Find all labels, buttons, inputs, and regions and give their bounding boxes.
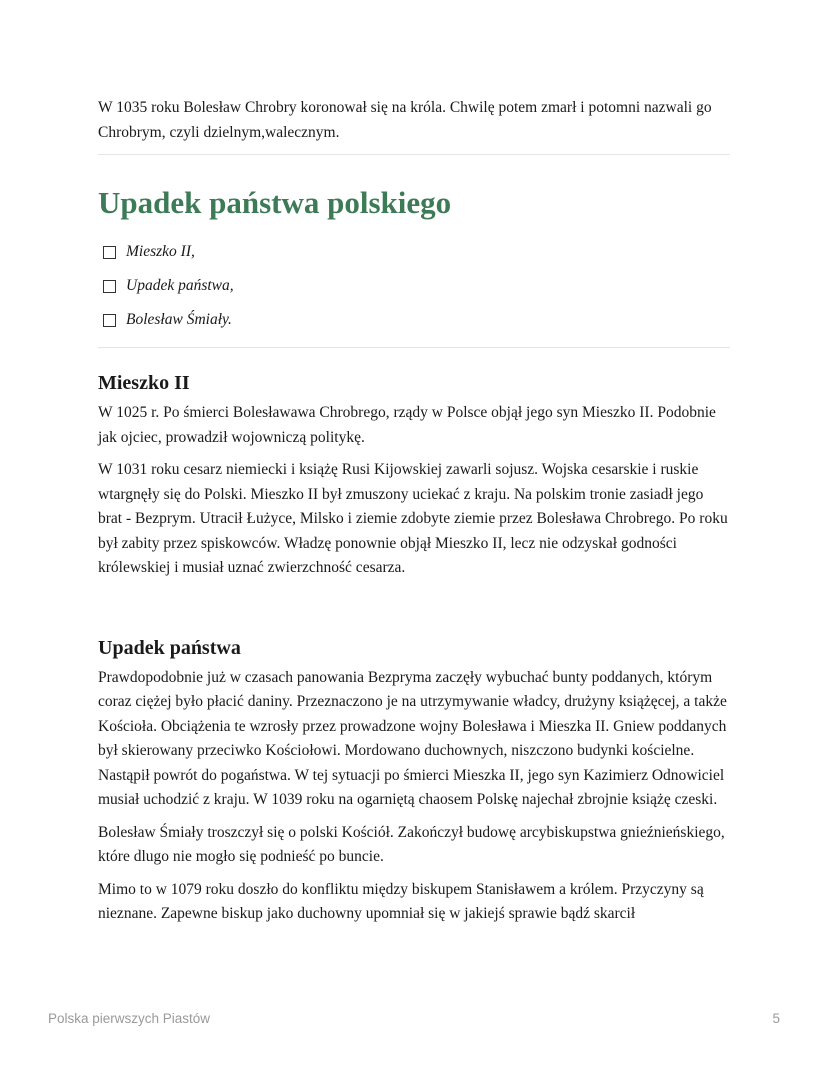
section-paragraph: Prawdopodobnie już w czasach panowania Bezpryma zaczęły wybuchać bunty poddanych, którym coraz ciężej było płacić daniny. Przeznaczono je na utrzymywanie władcy, drużyny książęcej, a także Kościoła. Obciążenia te wzrosły przez prowadzone wojny Bolesława i Mieszka II. Gniew poddanych był skierowany przeciwko Kościołowi. Mordowano duchownych, niszczono budynki kościelne. Nastąpił powrót do pogaństwa. W tej sytuacji po śmierci Mieszka II, jego syn Kazimierz Odnowiciel musiał uchodzić z kraju. W 1039 roku na ogarniętą chaosem Polskę najechał zbrojnie książę czeski. [98, 668, 727, 808]
section-paragraph: W 1031 roku cesarz niemiecki i książę Rusi Kijowskiej zawarli sojusz. Wojska cesarskie i ruskie wtargnęły się do Polski. Mieszko II był zmuszony uciekać z kraju. Na polskim tronie zasiadł jego brat - Bezprym. Utracił Łużyce, Milsko i ziemie zdobyte ziemie przez Bolesława Chrobrego. Po roku był zabity przez spiskowców. Władzę ponownie objął Mieszko II, lecz nie odzyskał godności królewskiej i musiał uznać zwierzchność cesarza. [98, 461, 728, 576]
checklist-item-upadek[interactable] [103, 269, 730, 303]
divider-checklist [98, 347, 730, 348]
document-body [98, 96, 730, 927]
section-title-upadek: Upadek państwa [98, 636, 241, 659]
divider-top [98, 154, 730, 155]
topic-checklist [98, 235, 730, 337]
main-heading: Upadek państwa polskiego [98, 185, 452, 220]
section-title-mieszko: Mieszko II [98, 372, 190, 394]
section-paragraph: Bolesław Śmiały troszczył się o polski Kościół. Zakończył budowę arcybiskupstwa gnieźnieńskiego, które dlugo nie mogło się podnieść po buncie. [98, 823, 725, 865]
section-paragraph: W 1025 r. Po śmierci Bolesławawa Chrobrego, rządy w Polsce objął jego syn Mieszko II. Podobnie jak ojciec, prowadził wojowniczą politykę. [98, 404, 716, 446]
section-paragraph: Mimo to w 1079 roku doszło do konfliktu między biskupem Stanisławem a królem. Przyczyny są nieznane. Zapewne biskup jako duchowny upomniał się w jakiejś sprawie bądź skarcił [98, 880, 704, 922]
checkbox-empty-icon[interactable] [103, 246, 116, 259]
checklist-item-mieszko[interactable] [103, 235, 730, 269]
intro-paragraph: W 1035 roku Bolesław Chrobry koronował się na króla. Chwilę potem zmarł i potomni nazwali go Chrobrym, czyli dzielnym,walecznym. [98, 99, 712, 141]
checkbox-empty-icon[interactable] [103, 280, 116, 293]
checklist-item-boleslaw[interactable] [103, 303, 730, 337]
checkbox-empty-icon[interactable] [103, 314, 116, 327]
footer-document-title: Polska pierwszych Piastów [48, 1011, 211, 1026]
checklist-label: Upadek państwa, [126, 277, 234, 294]
checklist-label: Bolesław Śmiały. [126, 311, 232, 328]
footer-page-number: 5 [772, 1011, 780, 1026]
checklist-label: Mieszko II, [126, 243, 195, 260]
